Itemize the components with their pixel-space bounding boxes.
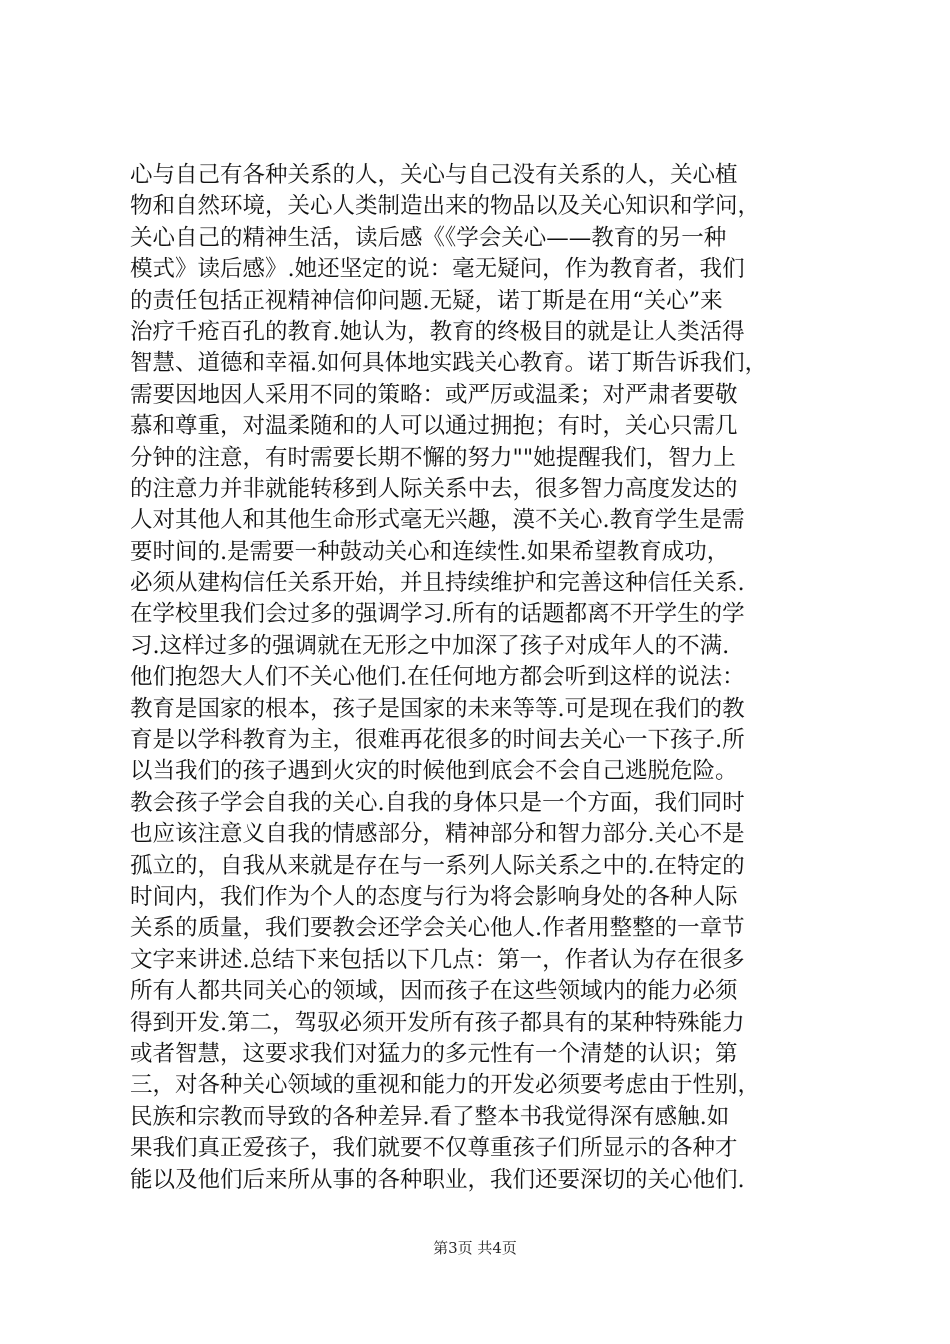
text-line: 育是以学科教育为主，很难再花很多的时间去关心一下孩子.所 xyxy=(130,727,745,754)
text-line: 时间内，我们作为个人的态度与行为将会影响身处的各种人际 xyxy=(130,883,738,910)
text-line: 他们抱怨大人们不关心他们.在任何地方都会听到这样的说法： xyxy=(130,664,745,691)
text-line: 关系的质量，我们要教会还学会关心他人.作者用整整的一章节 xyxy=(130,915,745,942)
text-line: 三，对各种关心领域的重视和能力的开发必须要考虑由于性别， xyxy=(130,1072,761,1099)
text-line: 物和自然环境，关心人类制造出来的物品以及关心知识和学问， xyxy=(130,193,761,220)
text-line: 需要因地因人采用不同的策略：或严厉或温柔；对严肃者要敬 xyxy=(130,381,738,408)
text-line: 教会孩子学会自我的关心.自我的身体只是一个方面，我们同时 xyxy=(130,789,745,816)
body-text xyxy=(130,160,830,1196)
text-line: 关心自己的精神生活，读后感《《学会关心——教育的另一种 xyxy=(130,224,727,251)
text-line: 在学校里我们会过多的强调学习.所有的话题都离不开学生的学 xyxy=(130,601,745,628)
text-line: 治疗千疮百孔的教育.她认为，教育的终极目的就是让人类活得 xyxy=(130,318,745,345)
text-line: 得到开发.第二，驾驭必须开发所有孩子都具有的某种特殊能力 xyxy=(130,1009,745,1036)
text-line: 孤立的，自我从来就是存在与一系列人际关系之中的.在特定的 xyxy=(130,852,745,879)
text-line: 模式》读后感》.她还坚定的说：毫无疑问，作为教育者，我们 xyxy=(130,256,745,283)
text-line: 要时间的.是需要一种鼓动关心和连续性.如果希望教育成功， xyxy=(130,538,730,565)
text-line: 必须从建构信任关系开始，并且持续维护和完善这种信任关系. xyxy=(130,570,745,597)
text-line: 果我们真正爱孩子，我们就要不仅尊重孩子们所显示的各种才 xyxy=(130,1135,738,1162)
text-line: 分钟的注意，有时需要长期不懈的努力""她提醒我们，智力上 xyxy=(130,444,736,471)
text-line: 的责任包括正视精神信仰问题.无疑，诺丁斯是在用“关心”来 xyxy=(130,287,723,314)
text-line: 习.这样过多的强调就在无形之中加深了孩子对成年人的不满. xyxy=(130,632,730,659)
text-line: 智慧、道德和幸福.如何具体地实践关心教育。诺丁斯告诉我们， xyxy=(130,350,768,377)
text-line: 民族和宗教而导致的各种差异.看了整本书我觉得深有感触.如 xyxy=(130,1103,730,1130)
text-line: 也应该注意义自我的情感部分，精神部分和智力部分.关心不是 xyxy=(130,821,745,848)
text-line: 心与自己有各种关系的人，关心与自己没有关系的人，关心植 xyxy=(130,162,738,188)
text-line: 或者智慧，这要求我们对猛力的多元性有一个清楚的认识；第 xyxy=(130,1040,738,1067)
text-line: 慕和尊重，对温柔随和的人可以通过拥抱；有时，关心只需几 xyxy=(130,413,738,440)
page-footer: 第3页 共4页 xyxy=(433,1239,517,1257)
text-line: 文字来讲述.总结下来包括以下几点：第一，作者认为存在很多 xyxy=(130,946,745,973)
text-line: 的注意力并非就能转移到人际关系中去，很多智力高度发达的 xyxy=(130,475,738,502)
text-line: 以当我们的孩子遇到火灾的时候他到底会不会自己逃脱危险。 xyxy=(130,758,738,785)
text-line: 所有人都共同关心的领域，因而孩子在这些领域内的能力必须 xyxy=(130,978,738,1005)
text-line: 人对其他人和其他生命形式毫无兴趣，漠不关心.教育学生是需 xyxy=(130,507,745,534)
text-line: 教育是国家的根本，孩子是国家的未来等等.可是现在我们的教 xyxy=(130,695,745,722)
text-line: 能以及他们后来所从事的各种职业，我们还要深切的关心他们. xyxy=(130,1166,745,1193)
